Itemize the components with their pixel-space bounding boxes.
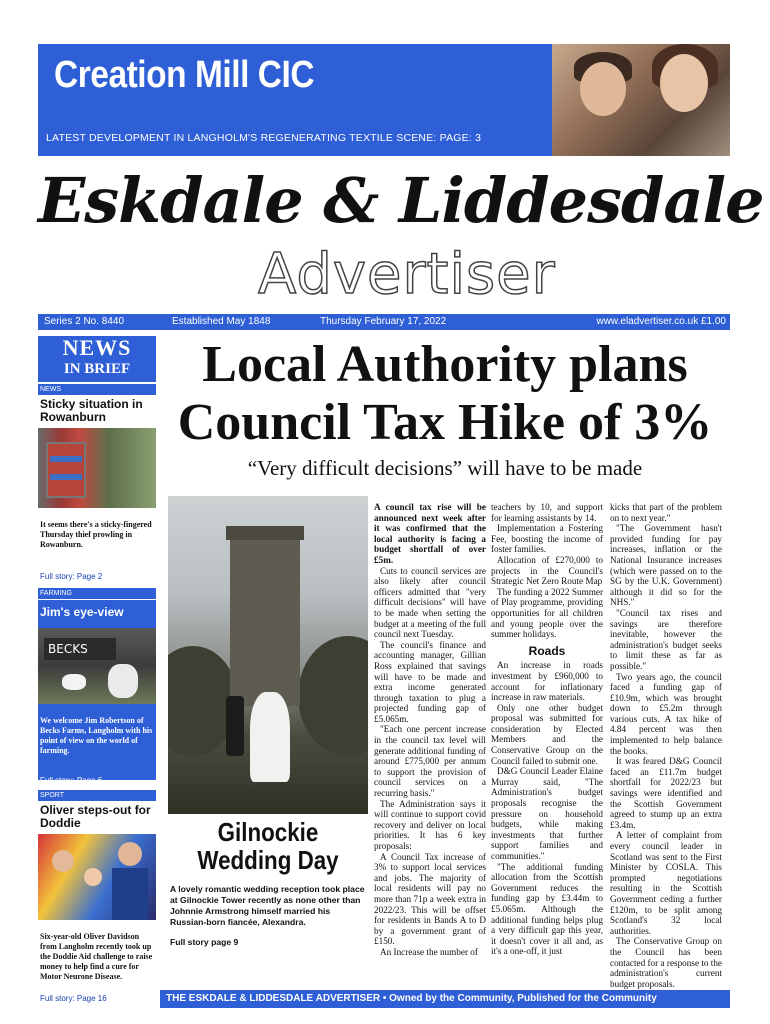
article-paragraph: Two years ago, the council faced a funding gap of £10.9m, which was brought down to £5.2m through various cuts. A tax hike of 4.84 percent was then implemented to help balance the books.: [610, 671, 722, 756]
groom-shape: [226, 696, 244, 756]
brief-headline-rowanburn[interactable]: Sticky situation in Rowanburn: [40, 397, 143, 424]
section-tag-sport: SPORT: [38, 790, 156, 801]
jacket-shape: [112, 868, 148, 920]
shelf-item-shape: [50, 474, 82, 480]
article-paragraph: Allocation of £270,000 to projects in the Council's Strategic Net Zero Route Map: [491, 554, 603, 587]
face-shape: [118, 842, 142, 866]
becks-sign: BECKS: [44, 638, 116, 660]
rowanburn-photo: [38, 428, 156, 508]
masthead: [38, 164, 764, 307]
article-column-2: [491, 502, 603, 957]
gilnockie-tower-shape: [230, 536, 300, 706]
article-paragraph: The Conservative Group on the Council has been contacted for a response to the administration's current budget proposals.: [610, 936, 722, 989]
lead-headline[interactable]: Local Authority plans Council Tax Hike of 3%: [177, 336, 713, 451]
article-paragraph: D&G Council Leader Elaine Murray said, "The Administration's budget proposals recognise the pressure on household budgets, while making investments that further support families and communities.": [491, 766, 603, 861]
full-story-link-page-6[interactable]: Full story: Page 6: [40, 776, 103, 785]
face-shape: [84, 868, 102, 886]
article-paragraph: An Increase the number of: [380, 946, 478, 957]
article-paragraph: teachers by 10, and support for learning assistants by 14.: [491, 502, 603, 523]
banner-subtitle: LATEST DEVELOPMENT IN LANGHOLM'S REGENERATING TEXTILE SCENE: PAGE: 3: [46, 132, 482, 144]
wedding-caption: A lovely romantic wedding reception took place at Gilnockie Tower recently as none other than Johnnie Armstrong himself married his Russian-born fiancée, Alexandra.: [170, 884, 365, 927]
farmer-shape: [108, 664, 138, 698]
brief-headline-oliver[interactable]: Oliver steps-out for Doddie: [40, 803, 151, 830]
masthead-subtitle: Advertiser: [258, 242, 556, 307]
wedding-headline[interactable]: Gilnockie Wedding Day: [197, 817, 339, 875]
article-paragraph: A Council Tax increase of 3% to support local services and jobs. The majority of local residents will pay no more than 71p a week extra in 2022/23. This will be offset for residents in Bands A to D by a government grant of £150.: [374, 851, 486, 947]
full-story-link-page-2[interactable]: Full story: Page 2: [40, 572, 103, 581]
article-paragraph: The funding a 2022 Summer of Play programme, providing opportunities for all children and young people over the summer holidays.: [491, 586, 603, 640]
banner-photo-face-right: [660, 54, 708, 112]
issue-date: Thursday February 17, 2022: [320, 316, 447, 327]
bride-shape: [250, 692, 290, 782]
article-paragraph: "The Government hasn't provided funding for pay increases, inflation or the National Insurance increases (which were passed on to the SG by the U.K. Government) although it did so for the NHS.": [610, 523, 722, 608]
tree-shape: [298, 636, 368, 756]
article-paragraph: "Council tax rises and savings are therefore inevitable, however the administration's budget seeks to limit these as far as possible.": [610, 607, 722, 671]
issue-info-bar: [38, 314, 730, 330]
article-paragraph: Implementation a Fostering Fee, boosting the income of foster families.: [491, 523, 603, 555]
banner-title: Creation Mill CIC: [54, 54, 315, 96]
gilnockie-wedding-photo: [168, 496, 368, 814]
in-brief-label: IN BRIEF: [63, 361, 131, 377]
full-story-link-page-16[interactable]: Full story: Page 16: [40, 994, 107, 1003]
news-in-brief-sidebar: [38, 336, 156, 1008]
news-in-brief-header: [38, 336, 156, 382]
article-column-3: [610, 502, 722, 989]
roads-subheading: Roads: [528, 643, 566, 658]
standfirst: “Very difficult decisions” will have to be made: [247, 456, 643, 480]
article-paragraph: The council's finance and accounting manager, Gillian Ross explained that savings will have to be made and extra income generated through taxation to plug a projected funding gap of £5.065m.: [374, 639, 486, 724]
article-paragraph: An increase in roads investment by £960,000 to account for inflationary increase in raw materials.: [491, 660, 603, 703]
series-number: Series 2 No. 8440: [44, 316, 125, 327]
brief-text-rowanburn: It seems there's a sticky-fingered Thursday thief prowling in Rowanburn.: [40, 520, 152, 549]
article-column-1: [374, 502, 486, 958]
article-paragraph: Only one other budget proposal was submitted for consideration by Elected Members and the Conservative Group on the Council failed to submit one.: [491, 702, 603, 766]
top-banner[interactable]: [38, 44, 730, 156]
article-paragraph: It was feared D&G Council faced an £11.7m budget shortfall for 2022/23 but savings were identified and the Scottish Government agreed to stump up an extra £3.4m.: [610, 756, 722, 830]
website-price[interactable]: www.eladvertiser.co.uk £1.00: [596, 316, 726, 327]
article-paragraph: A letter of complaint from every council leader in Scotland was sent to the First Minister by COSLA. This prompted negotiations resulting in the Scottish Government ceding a further £120m, to be split among Scotland's 32 local authorities.: [610, 830, 722, 936]
tower-battlement-shape: [226, 526, 304, 540]
oliver-photo: [38, 834, 156, 920]
banner-photo-face-left: [580, 62, 626, 116]
masthead-title: Eskdale & Liddesdale: [38, 164, 764, 237]
lamb-shape: [62, 674, 86, 690]
brief-text-jims-eye-view: We welcome Jim Robertson of Becks Farms, Langholm with his point of view on the world of farming.: [40, 716, 153, 755]
article-paragraph: The Administration says it will continue to support covid recovery and deliver on local priorities. It has 6 key proposals:: [374, 798, 486, 851]
shelf-item-shape: [50, 456, 82, 462]
becks-farm-photo: [38, 628, 156, 704]
banner-photo: [552, 44, 730, 156]
article-paragraph: Cuts to council services are also likely after council officers admitted that "very difficult decisions" will have to be made when setting the budget at a meeting of the full council next Tuesday.: [374, 565, 486, 640]
section-tag-farming: FARMING: [38, 588, 156, 599]
article-lead-paragraph: A council tax rise will be announced next week after it was confirmed that the local authority is facing a budget shortfall of over £5m.: [374, 502, 486, 565]
full-story-link-page-9[interactable]: Full story page 9: [170, 937, 239, 947]
article-paragraph: kicks that part of the problem on to next year.": [610, 502, 722, 523]
brief-headline-jims-eye-view[interactable]: Jim's eye-view: [40, 605, 124, 619]
section-tag-news: NEWS: [38, 384, 156, 395]
shelf-unit-shape: [46, 442, 86, 498]
face-shape: [52, 850, 74, 872]
news-label: NEWS: [62, 335, 132, 360]
article-paragraph: "Each one percent increase in the council tax level will generate additional funding of around £775,000 per annum to support the provision of council services on a recurring basis.": [374, 724, 486, 799]
footer-strap: THE ESKDALE & LIDDESDALE ADVERTISER • Owned by the Community, Published for the Community: [160, 990, 730, 1008]
brief-text-oliver: Six-year-old Oliver Davidson from Langholm recently took up the Doddie Aid challenge to raise money to help find a cure for Motor Neurone Disease.: [40, 932, 153, 981]
article-paragraph: "The additional funding allocation from the Scottish Government reduces the funding gap by £3.44m to £5.065m. Although the additional funding helps plug a very difficult gap this year, it doesn't cover it all and, as it's a one-off, it just: [491, 861, 603, 957]
established-date: Established May 1848: [172, 316, 271, 327]
